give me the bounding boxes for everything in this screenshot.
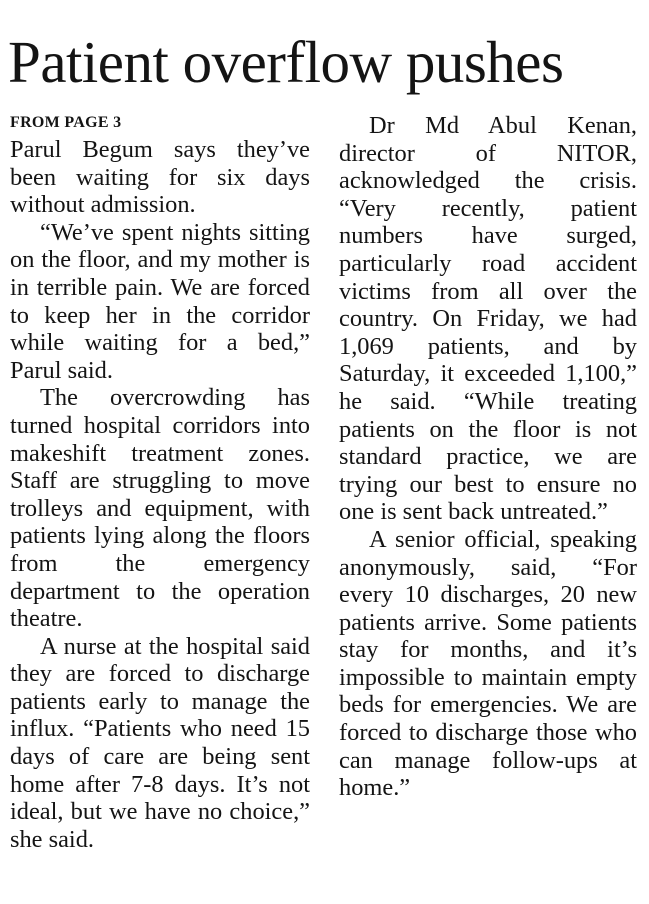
paragraph: Dr Md Abul Kenan, director of NITOR, acknowledged the crisis. “Very recently, patient numbers have surged, particularly road accident victims from all over the country. On Friday, we had 1,069 patients, and by Saturday, it exceeded 1,100,” he said. “While treating patients on the floor is not standard practice, we are trying our best to ensure no one is sent back untreated.”	[339, 112, 637, 526]
paragraph: A senior official, speaking anonymously, said, “For every 10 discharges, 20 new patients arrive. Some patients stay for months, and it’s impossible to maintain empty beds for emergencies. We are forced to discharge those who can manage follow-ups at home.”	[339, 525, 637, 802]
article-column-right	[339, 112, 637, 802]
paragraph: “We’ve spent nights sitting on the floor, and my mother is in terrible pain. We are forced to keep her in the corridor while waiting for a bed,” Parul said.	[10, 218, 310, 384]
article-column-left	[10, 112, 310, 853]
paragraph: The overcrowding has turned hospital corridors into makeshift treatment zones. Staff are struggling to move trolleys and equipment, with patients lying along the floors from the emergency department to the operation theatre.	[10, 384, 310, 633]
continued-from-page-label: FROM PAGE 3	[10, 114, 122, 131]
paragraph: Parul Begum says they’ve been waiting for six days without admission.	[10, 136, 310, 219]
headline: Patient overflow pushes	[8, 29, 564, 95]
paragraph: A nurse at the hospital said they are forced to discharge patients early to manage the influx. “Patients who need 15 days of care are being sent home after 7-8 days. It’s not ideal, but we have no choice,” she said.	[10, 632, 310, 853]
